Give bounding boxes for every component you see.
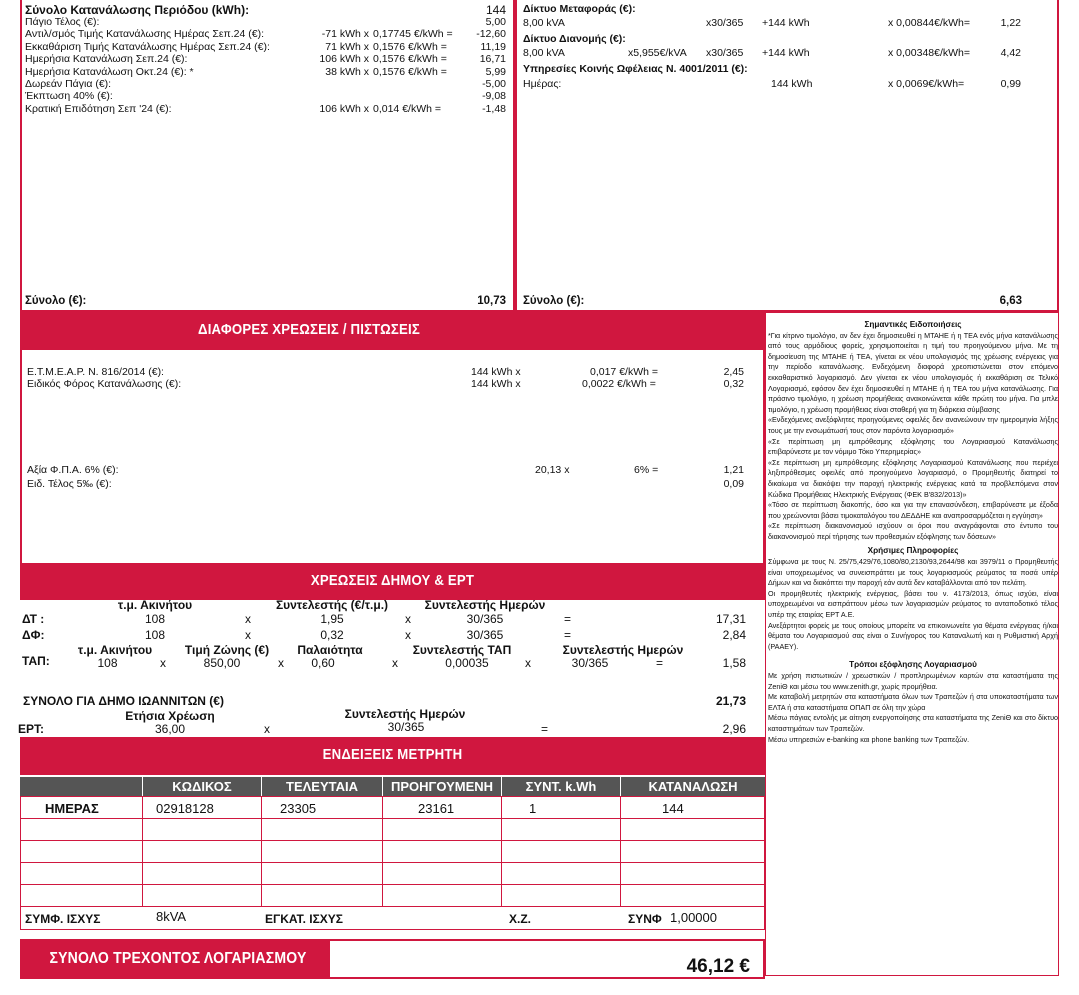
ert-days: 30/365: [387, 720, 425, 734]
dt-value: 17,31: [715, 612, 746, 626]
vat-base: 20,13 x: [535, 464, 570, 476]
municipal-band-title: ΧΡΕΩΣΕΙΣ ΔΗΜΟΥ & ΕΡΤ: [310, 572, 475, 589]
notes-p3: «Σε περίπτωση μη εμπρόθεσμης εξόφλησης του Λογαριασμού Κατανάλωσης επιβαρύνεστε με τον νόμιμο Τόκο Υπερημερίας»: [768, 436, 1058, 457]
meter-header-coef: ΣΥΝΤ. k.Wh: [502, 777, 620, 796]
energy-row-kwh: -71 kWh x: [321, 28, 369, 41]
notes-p8: Οι προμηθευτές ηλεκτρικής ενέργειας, βάσει του ν. 4173/2013, όπως ισχύει, είναι υποχρεωμένοι να εισπράττουν μέσω των λογαριασμών ρεύματος το ανταποδοτικό τέλος υπέρ της εταιρίας ΕΡΤ Α.Ε.: [768, 588, 1058, 620]
misc-row-0-price: 0,017 €/kWh =: [590, 366, 658, 378]
dt-header-days: Συντελεστής Ημερών: [424, 598, 546, 612]
meter-header-blank: [20, 777, 142, 796]
dt-label: ΔΤ :: [22, 612, 45, 626]
notes-p12: Μέσω πάγιας εντολής με αίτηση ενεργοποίησης στα καταστήματα της ZeniΘ και στο δίκτυο καταστημάτων των Τραπεζών.: [768, 713, 1058, 733]
misc-row-0-value: 2,45: [723, 366, 744, 378]
meter-row-code: 02918128: [156, 801, 214, 816]
dt-eq: =: [564, 612, 572, 626]
misc-row-0-kwh: 144 kWh x: [471, 366, 521, 378]
public-service-title: Υπηρεσίες Κοινής Ωφέλειας Ν. 4001/2011 (€):: [523, 63, 748, 75]
notes-p11: Με καταβολή μετρητών στα καταστήματα όλων των Τραπεζών ή στα υποκαταστήματα των ΕΛΤΑ ή στα καταστήματα ΟΠΑΠ σε όλη την χώρα: [768, 692, 1058, 712]
energy-row-price: 0,1576 €/kWh =: [373, 53, 447, 66]
df-coef: 0,32: [320, 628, 344, 642]
tap-header-days: Συντελεστής Ημερών: [562, 643, 684, 657]
cosphi-label: ΣΥΝΦ: [628, 912, 662, 926]
notes-p1: *Για κίτρινο τιμολόγιο, αν δεν έχει δημοσιευθεί η ΜΤΑΗΕ ή η ΤΕΑ ενός μήνα κατανάλωσης από τους αρμόδιους φορείς, χρησιμοποιείται η τιμή του προηγούμενου μήνα. Με τη δημοσίευση της ΜΤΑΗΕ ή ΤΕΑ, γίνεται εκ νέου υπολογισμός της χρέωσης ενέργειας για την περίοδο κατανάλωσης. Ενδεχόμενη διαφορά χρεοπιστώνεται στον επόμενο εκκαθαριστικό λογαριασμό. Δεν γίνεται εκ νέου υπολογισμός ή εκκαθάριση σε Τελικό Λογαριασμό, εφόσον δεν έχει δημοσιευθεί η ΜΤΑΗΕ ή η ΤΕΑ του μήνα κατανάλωσης. Για πράσινο τιμολόγιο, η χρέωση προμήθειας ανακοινώνεται κάθε πρώτη του μήνα. Για μπλε τιμολόγιο, η χρέωση προμήθειας είναι σταθερή για τη διάρκεια σύμβασης: [768, 330, 1058, 414]
energy-row-value: 5,00: [485, 16, 506, 28]
energy-row-label: Πάγιο Τέλος (€):: [25, 16, 100, 28]
distribution-days: x30/365: [706, 47, 744, 59]
df-x1: x: [245, 628, 251, 642]
tap-zone: 850,00: [203, 656, 241, 670]
notes-p13: Μέσω υπηρεσιών e-banking και phone banking των Τραπεζών.: [768, 734, 970, 744]
energy-row-label: Αντιλ/σμός Τιμής Κατανάλωσης Ημέρας Σεπ.24 (€):: [25, 28, 265, 41]
energy-row-label: Έκπτωση 40% (€):: [25, 90, 113, 103]
energy-row-price: 0,17745 €/kWh =: [373, 28, 453, 41]
df-x2: x: [405, 628, 411, 642]
contract-power-label: ΣΥΜΦ. ΙΣΧΥΣ: [25, 912, 101, 926]
public-service-price: x 0,0069€/kWh=: [888, 78, 965, 90]
energy-total-label: Σύνολο (€):: [25, 295, 87, 307]
energy-row-kwh: 71 kWh x: [325, 40, 369, 53]
notes-p7: Σύμφωνα με τους Ν. 25/75,429/76,1080/80,2130/93,2644/98 και 3979/11 ο Προμηθευτής είναι υποχρεωμένος να συνεισπράττει με τους λογαριασμούς ρεύματος τα ποσά υπέρ Δήμων και να διακόπτει την παροχή εάν αυτά δεν καταβάλλονται από τον πελάτη.: [768, 557, 1058, 588]
transmission-value: 1,22: [1000, 17, 1021, 29]
public-service-value: 0,99: [1000, 78, 1021, 90]
tap-days: 30/365: [571, 656, 609, 670]
dt-x2: x: [405, 612, 411, 626]
transmission-days: x30/365: [706, 17, 744, 29]
notes-title-payment: Τρόποι εξόφλησης Λογαριασμού: [849, 660, 977, 670]
meter-table: [20, 796, 765, 930]
special-fee-label: Ειδ. Τέλος 5‰ (€):: [27, 478, 112, 490]
meter-grid-col-line: [261, 796, 262, 906]
distribution-title: Δίκτυο Διανομής (€):: [523, 33, 626, 45]
energy-row-kwh: 106 kWh x: [319, 53, 369, 66]
misc-row-0-label: Ε.Τ.Μ.Ε.Α.Ρ. Ν. 816/2014 (€):: [27, 366, 164, 378]
distribution-kva: 8,00 kVA: [523, 47, 565, 59]
meter-grid-row-line: [20, 840, 765, 841]
energy-title-value: 144: [485, 3, 506, 17]
energy-row-value: -5,00: [482, 78, 506, 90]
tap-header-zone: Τιμή Ζώνης (€): [184, 643, 270, 657]
vat-value: 1,21: [723, 464, 744, 476]
tap-x2: x: [278, 656, 284, 670]
ert-header-annual: Ετήσια Χρέωση: [125, 709, 215, 723]
meter-grid-col-line: [142, 796, 143, 906]
energy-total-value: 10,73: [477, 295, 506, 307]
meter-header-consumption: ΚΑΤΑΝΑΛΩΣΗ: [621, 777, 765, 796]
meter-header-code: ΚΩΔΙΚΟΣ: [143, 777, 261, 796]
energy-row-value: 5,99: [485, 65, 506, 78]
ert-x: x: [264, 722, 270, 736]
public-service-kwh: 144 kWh: [771, 78, 813, 90]
energy-row-value: 11,19: [480, 40, 506, 53]
meter-grid-row-line: [20, 818, 765, 819]
meter-row-prev: 23161: [418, 801, 455, 816]
energy-row-label: Εκκαθάριση Τιμής Κατανάλωσης Ημέρας Σεπ.24 (€):: [25, 40, 270, 53]
vat-rate: 6% =: [634, 464, 659, 476]
df-eq: =: [564, 628, 572, 642]
transmission-price: x 0,00844€/kWh=: [888, 17, 971, 29]
distribution-value: 4,42: [1000, 47, 1021, 59]
energy-row-kwh: 106 kWh x: [319, 102, 369, 115]
tap-x1: x: [160, 656, 166, 670]
df-days: 30/365: [466, 628, 504, 642]
xz-label: Χ.Ζ.: [509, 912, 532, 926]
transmission-kwh: +144 kWh: [762, 17, 810, 29]
transmission-kva: 8,00 kVA: [523, 17, 565, 29]
municipal-total-label: ΣΥΝΟΛΟ ΓΙΑ ΔΗΜΟ ΙΩΑΝΝΙΤΩΝ (€): [23, 694, 224, 708]
meter-grid-row-line: [20, 884, 765, 885]
notes-p5: «Τόσο σε περίπτωση διακοπής, όσο και για την επανασύνδεση, επιβαρύνεστε με έξοδα που χρεώνονται βάσει τιμοκαταλόγου του ΔΕΔΔΗΕ και αναπροσαρμόζεται η εγγύηση»: [768, 500, 1058, 520]
ert-annual: 36,00: [154, 722, 186, 736]
meter-grid-col-line: [501, 796, 502, 906]
tap-age: 0,60: [311, 656, 335, 670]
network-total-value: 6,63: [999, 295, 1022, 307]
meter-header-prev: ΠΡΟΗΓΟΥΜΕΝΗ: [383, 777, 501, 796]
network-total-label: Σύνολο (€):: [523, 295, 585, 307]
meter-grid-row-line: [20, 862, 765, 863]
grand-total-value: 46,12 €: [686, 956, 750, 977]
distribution-rate: x5,955€/kVA: [628, 47, 687, 59]
tap-header-age: Παλαιότητα: [297, 643, 363, 657]
energy-row-price: 0,1576 €/kWh =: [373, 40, 447, 53]
tap-eq: =: [656, 656, 664, 670]
notes-p6: «Σε περίπτωση διακανονισμού ισχύουν οι όροι που αναγράφονται στο έντυπο του διακανονισμού περί τήρησης των προθεσμιών εξόφλησης των δόσεων»: [768, 521, 1058, 541]
municipal-total-value: 21,73: [715, 694, 746, 708]
energy-row-price: 0,1576 €/kWh =: [373, 65, 447, 78]
tap-coef: 0,00035: [445, 656, 489, 670]
dt-x1: x: [245, 612, 251, 626]
special-fee-value: 0,09: [723, 478, 744, 490]
notes-title-important: Σημαντικές Ειδοποιήσεις: [864, 320, 962, 329]
notes-title-useful: Χρήσιμες Πληροφορίες: [867, 546, 959, 556]
distribution-kwh: +144 kWh: [762, 47, 810, 59]
energy-row-label: Ημερήσια Κατανάλωση Σεπ.24 (€):: [25, 53, 188, 66]
energy-row-label: Δωρεάν Πάγια (€):: [25, 78, 112, 90]
df-value: 2,84: [722, 628, 746, 642]
dt-header-coef: Συντελεστής (€/τ.μ.): [275, 598, 389, 612]
dt-coef: 1,95: [320, 612, 344, 626]
energy-row-value: -1,48: [482, 102, 506, 115]
tap-header-coef: Συντελεστής ΤΑΠ: [412, 643, 512, 657]
dt-days: 30/365: [466, 612, 504, 626]
transmission-title: Δίκτυο Μεταφοράς (€):: [523, 3, 636, 15]
contract-power-value: 8kVA: [156, 909, 187, 924]
energy-row-value: -9,08: [482, 90, 506, 103]
ert-value: 2,96: [722, 722, 746, 736]
df-label: ΔΦ:: [22, 628, 45, 642]
meter-row-consumption: 144: [662, 801, 684, 816]
grand-total-label: ΣΥΝΟΛΟ ΤΡΕΧΟΝΤΟΣ ΛΟΓΑΡΙΑΣΜΟΥ: [49, 950, 307, 967]
meter-grid-col-line: [620, 796, 621, 906]
dt-header-area: τ.μ. Ακινήτου: [117, 598, 193, 612]
notes-p10: Με χρήση πιστωτικών / χρεωστικών / προπληρωμένων καρτών στα καταστήματα της ZeniΘ και μέσω του www.zenith.gr, χωρίς προμήθεια.: [768, 671, 1058, 691]
ert-label: ΕΡΤ:: [18, 722, 45, 736]
meter-row-coef: 1: [529, 801, 537, 816]
vat-label: Αξία Φ.Π.Α. 6% (€):: [27, 464, 119, 476]
energy-row-label: Κρατική Επιδότηση Σεπ '24 (€):: [25, 102, 172, 115]
meter-row-label: ΗΜΕΡΑΣ: [45, 801, 99, 816]
installed-power-label: ΕΓΚΑΤ. ΙΣΧΥΣ: [265, 912, 343, 926]
tap-value: 1,58: [722, 656, 746, 670]
energy-row-value: 16,71: [479, 53, 506, 66]
distribution-price: x 0,00348€/kWh=: [888, 47, 971, 59]
misc-row-1-price: 0,0022 €/kWh =: [582, 378, 656, 390]
ert-header-days: Συντελεστής Ημερών: [344, 707, 466, 721]
meter-header-last: ΤΕΛΕΥΤΑΙΑ: [262, 777, 382, 796]
tap-area: 108: [97, 656, 118, 670]
energy-row-label: Ημερήσια Κατανάλωση Οκτ.24 (€): *: [25, 65, 194, 78]
meter-row-last: 23305: [280, 801, 317, 816]
energy-row-price: 0,014 €/kWh =: [373, 102, 441, 115]
df-area: 108: [144, 628, 166, 642]
notes-p9: Ανεξάρτητοι φορείς με τους οποίους μπορείτε να επικοινωνείτε για θέματα ενέργειας ή/και θέματα του Λογαριασμού σας είναι ο Συνήγορος του Καταναλωτή και η Ρυθμιστική Αρχή (ΡΑΑΕΥ).: [768, 620, 1058, 651]
notes-p2: «Ενδεχόμενες ανεξόφλητες προηγούμενες οφειλές δεν ανανεώνουν την ημερομηνία λήξης τους με την ενσωμάτωσή τους στον παρόντα λογαριασμό»: [768, 415, 1058, 435]
misc-row-1-value: 0,32: [723, 378, 744, 390]
dt-area: 108: [144, 612, 166, 626]
tap-x3: x: [392, 656, 398, 670]
ert-eq: =: [541, 722, 549, 736]
energy-row-kwh: 38 kWh x: [325, 65, 369, 78]
misc-row-1-kwh: 144 kWh x: [471, 378, 521, 390]
misc-row-1-label: Ειδικός Φόρος Κατανάλωσης (€):: [27, 378, 182, 390]
tap-header-area: τ.μ. Ακινήτου: [77, 643, 153, 657]
notes-panel: [768, 316, 1058, 745]
public-service-label: Ημέρας:: [523, 78, 562, 90]
misc-charges-band-title: ΔΙΑΦΟΡΕΣ ΧΡΕΩΣΕΙΣ / ΠΙΣΤΩΣΕΙΣ: [198, 321, 420, 338]
notes-p4: «Σε περίπτωση μη εμπρόθεσμης εξόφλησης Λογαριασμού Κατανάλωσης που περιέχει ληξιπρόθεσμες οφειλές από προηγούμενο λογαριασμό, ο Προμηθευτής διατηρεί το δικαίωμα να διακόψει την παροχή ηλεκτρικής ενέργειας κατά τα προβλεπόμενα στον Κώδικα Προμήθειας Ηλεκτρικής Ενέργειας (ΦΕΚ Β'832/2013)»: [768, 457, 1058, 499]
energy-title: Σύνολο Κατανάλωσης Περιόδου (kWh):: [25, 3, 250, 17]
tap-label: ΤΑΠ:: [22, 654, 50, 668]
cosphi-value: 1,00000: [670, 910, 717, 925]
energy-row-value: -12,60: [476, 28, 506, 41]
meter-band-title: ΕΝΔΕΙΞΕΙΣ ΜΕΤΡΗΤΗ: [322, 746, 463, 763]
tap-x4: x: [525, 656, 531, 670]
meter-grid-row-line: [20, 796, 765, 797]
meter-grid-col-line: [382, 796, 383, 906]
meter-grid-row-line: [20, 906, 765, 907]
